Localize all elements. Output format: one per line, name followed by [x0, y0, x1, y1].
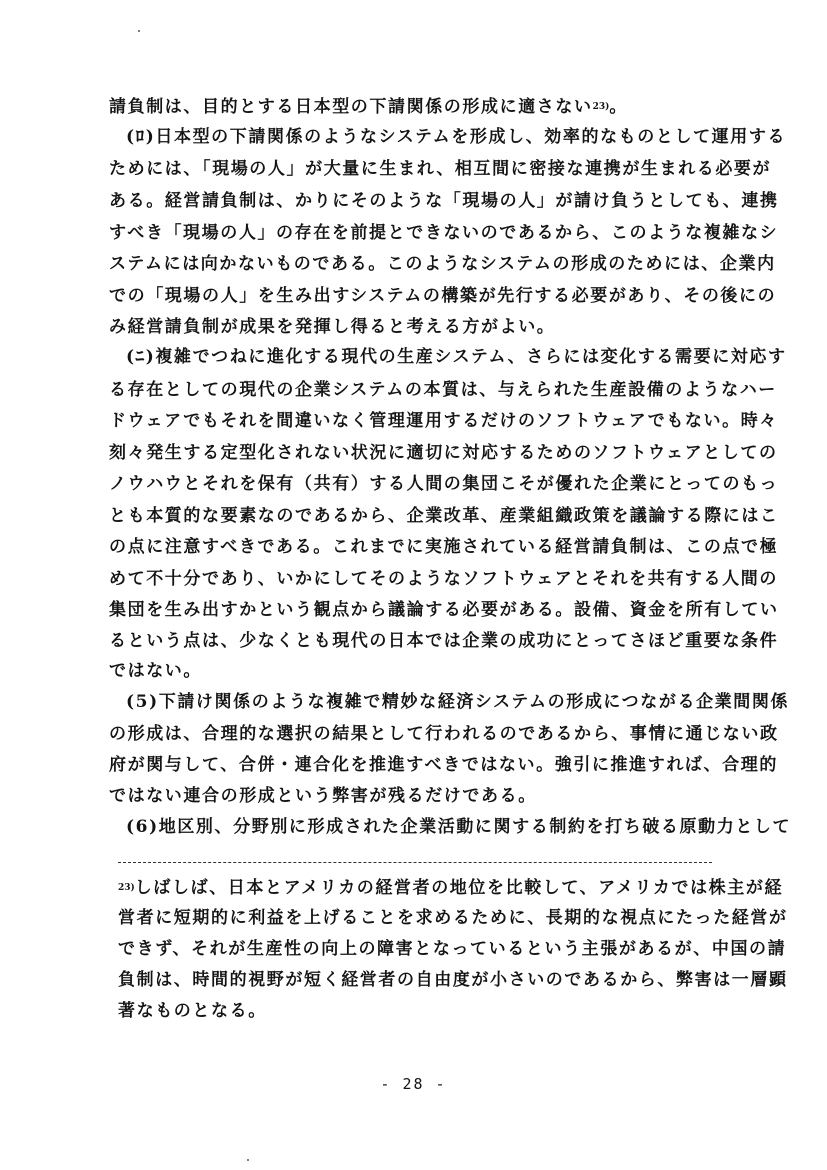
body-line-14: とも本質的な要素なのであるから、企業改革、産業組織政策を議論する際にはこ	[109, 506, 779, 526]
body-line-17: 集団を生み出すかという観点から議論する必要がある。設備、資金を所有してい	[109, 600, 779, 620]
body-line-1-text: 請負制は、目的とする日本型の下請関係の形成に適さない	[109, 97, 593, 117]
body-line-3: ためには、「現場の人」が大量に生まれ、相互間に密接な連携が生まれる必要が	[109, 159, 772, 179]
body-line-11: ドウェアでもそれを間違いなく管理運用するだけのソフトウェアでもない。時々	[109, 411, 778, 431]
body-line-10: る存在としての現代の企業システムの本質は、与えられた生産設備のようなハー	[109, 380, 777, 400]
body-line-22: 府が関与して、合併・連合化を推進すべきではない。強引に推進すれば、合理的	[109, 755, 778, 775]
scan-speck	[247, 1159, 249, 1161]
body-line-1	[109, 96, 719, 118]
footnote-line-5: 著なものとなる。	[118, 1001, 267, 1021]
body-line-8: み経営請負制が成果を発揮し得ると考える方がよい。	[109, 317, 556, 337]
page-number: - 28 -	[380, 1075, 447, 1093]
footnote-line-1-text: しばしば、日本とアメリカの経営者の地位を比較して、アメリカでは株主が経	[134, 878, 784, 898]
body-line-9: (ﾆ)複雑でつねに進化する現代の生産システム、さらには変化する需要に対応す	[126, 347, 787, 367]
body-line-15: の点に注意すべきである。これまでに実施されている経営請負制は、この点で極	[109, 537, 779, 557]
body-line-7: での「現場の人」を生み出すシステムの構築が先行する必要があり、その後にの	[109, 286, 777, 306]
body-line-20: (5)下請け関係のような複雑で精妙な経済システムの形成につながる企業間関係	[126, 692, 790, 712]
body-line-21: の形成は、合理的な選択の結果として行われるのであるから、事情に通じない政	[109, 724, 779, 744]
footnote-line-2: 営者に短期的に利益を上げることを求めるために、長期的な視点にたった経営が	[118, 908, 788, 928]
body-line-12: 刻々発生する定型化されない状況に適切に対応するためのソフトウェアとしての	[109, 443, 778, 463]
scan-speck	[138, 30, 140, 32]
body-line-23: ではない連合の形成という弊害が残るだけである。	[109, 786, 537, 806]
body-line-6: ステムには向かないものである。このようなシステムの形成のためには、企業内	[109, 254, 776, 274]
footnote-separator	[118, 862, 712, 863]
body-line-2: (ﾛ)日本型の下請関係のようなシステムを形成し、効率的なものとして運用する	[126, 127, 787, 147]
body-line-5: すべき「現場の人」の存在を前提とできないのであるから、このような複雑なシ	[109, 223, 779, 243]
body-line-13: ノウハウとそれを保有（共有）する人間の集団こそが優れた企業にとってのもっ	[109, 474, 779, 494]
footnote-line-4: 負制は、時間的視野が短く経営者の自由度が小さいのであるから、弊害は一層顕	[118, 970, 788, 990]
footnote-line-3: できず、それが生産性の向上の障害となっているという主張があるが、中国の請	[118, 939, 787, 959]
body-line-18: るという点は、少なくとも現代の日本では企業の成功にとってさほど重要な条件	[109, 631, 779, 651]
body-line-24: (6)地区別、分野別に形成された企業活動に関する制約を打ち破る原動力として	[126, 817, 792, 837]
body-line-19: ではない。	[109, 661, 202, 681]
footnote-ref: 23)	[592, 102, 610, 112]
body-line-1-end: 。	[609, 97, 629, 117]
footnote-marker: 23)	[118, 883, 135, 893]
footnote-line-1	[118, 877, 784, 899]
body-line-4: ある。経営請負制は、かりにそのような「現場の人」が請け負うとしても、連携	[109, 191, 779, 211]
body-line-16: めて不十分であり、いかにしてそのようなソフトウェアとそれを共有する人間の	[109, 569, 778, 589]
